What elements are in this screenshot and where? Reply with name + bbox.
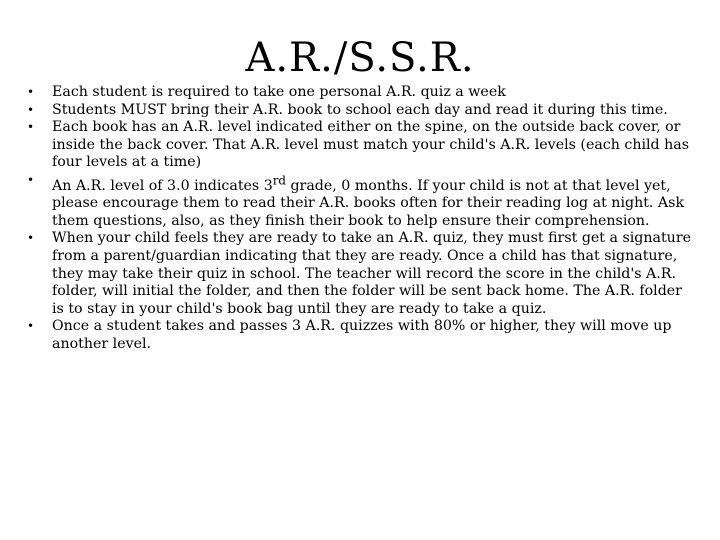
bullet-item bbox=[26, 119, 698, 172]
bullet-item bbox=[26, 102, 698, 120]
bullet-item bbox=[26, 318, 698, 353]
bullet-item bbox=[26, 230, 698, 318]
bullet-text: When your child feels they are ready to take an A.R. quiz, they must first get a signature from a parent/guardian indicating that they are ready. Once a child has that signature, they may take their quiz in school. The teacher will record the score in the child's A.R. folder, will initial the folder, and then the folder will be sent back home. The A.R. folder is to stay in your child's book bag until they are ready to take a quiz. bbox=[52, 230, 691, 317]
bullet-dot: • bbox=[27, 172, 35, 187]
bullet-text: Each student is required to take one personal A.R. quiz a week bbox=[52, 84, 506, 100]
bullet-text: Once a student takes and passes 3 A.R. quizzes with 80% or higher, they will move up another level. bbox=[52, 318, 672, 353]
bullet-dot: • bbox=[27, 102, 35, 117]
bullet-text-after: grade, 0 months. If your child is not at that level yet, please encourage them to read their A.R. books often for their reading log at night. Ask them questions, also, as they finish their book to help ensure their comprehension. bbox=[52, 177, 685, 229]
bullet-dot: • bbox=[27, 231, 35, 246]
bullet-list bbox=[26, 84, 698, 354]
bullet-text: Students MUST bring their A.R. book to school each day and read it during this time. bbox=[52, 101, 668, 118]
bullet-dot: • bbox=[27, 319, 35, 334]
bullet-item bbox=[26, 84, 698, 102]
ordinal-superscript: rd bbox=[272, 172, 286, 187]
bullet-text: Each book has an A.R. level indicated either on the spine, on the outside back cover, or inside the back cover. That A.R. level must match your child's A.R. levels (each child has four levels at a time) bbox=[52, 119, 690, 171]
bullet-dot: • bbox=[27, 85, 35, 99]
bullet-text-before: An A.R. level of 3.0 indicates 3 bbox=[52, 177, 273, 194]
bullet-dot: • bbox=[27, 120, 35, 135]
bullet-text bbox=[52, 172, 685, 229]
bullet-item bbox=[26, 172, 698, 231]
slide-title: A.R./S.S.R. bbox=[245, 35, 475, 81]
